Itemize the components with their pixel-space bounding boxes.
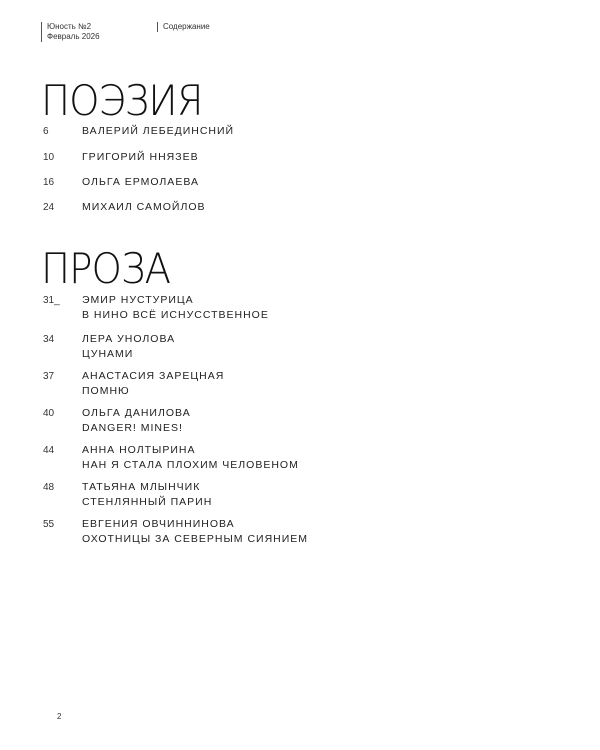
toc-work-title: ОХОТНИЦЫ ЗА СЕВЕРНЫМ СИЯНИЕМ xyxy=(82,533,309,545)
page-header xyxy=(0,0,600,50)
toc-work-title: НАН Я СТАЛА ПЛОХИМ ЧЕЛОВЕНОМ xyxy=(82,459,299,471)
magazine-name: Юность №2 xyxy=(47,22,92,31)
toc-page-number: 44 xyxy=(43,445,55,456)
prose-section-title: ПРОЗА xyxy=(41,244,171,293)
section-info xyxy=(157,22,210,32)
toc-author: ТАТЬЯНА МЛЫНЧИК xyxy=(82,481,201,493)
toc-author: АНАСТАСИЯ ЗАРЕЦНАЯ xyxy=(82,370,225,382)
toc-page-number: 40 xyxy=(43,408,55,419)
toc-page-number: 10 xyxy=(43,152,55,163)
toc-author: ЕВГЕНИЯ ОВЧИННИНОВА xyxy=(82,518,235,530)
toc-work-title: ПОМНЮ xyxy=(82,385,130,397)
issue-date: Февраль 2026 xyxy=(47,32,100,41)
toc-page-number: 34 xyxy=(43,334,55,345)
toc-page-number: 31_ xyxy=(43,295,60,306)
toc-work-title: СТЕНЛЯННЫЙ ПАРИН xyxy=(82,496,213,508)
toc-author: ОЛЬГА ДАНИЛОВА xyxy=(82,407,191,419)
toc-page-number: 16 xyxy=(43,177,55,188)
toc-work-title: ЦУНАМИ xyxy=(82,348,134,360)
toc-page-number: 37 xyxy=(43,371,55,382)
toc-work-title: DANGER! MINES! xyxy=(82,422,183,434)
toc-author: МИХАИЛ САМОЙЛОВ xyxy=(82,201,206,213)
toc-page-number: 48 xyxy=(43,482,55,493)
toc-author: ЛЕРА УНОЛОВА xyxy=(82,333,176,345)
toc-author: АННА НОЛТЫРИНА xyxy=(82,444,196,456)
toc-page-number: 24 xyxy=(43,202,55,213)
toc-page-number: 6 xyxy=(43,126,49,137)
toc-author: ЭМИР НУСТУРИЦА xyxy=(82,294,194,306)
toc-page-number: 55 xyxy=(43,519,55,530)
poetry-section-title: ПОЭЗИЯ xyxy=(41,76,203,125)
toc-author: ВАЛЕРИЙ ЛЕБЕДИНСНИЙ xyxy=(82,125,235,137)
toc-author: ГРИГОРИЙ ННЯЗЕВ xyxy=(82,151,199,163)
toc-author: ОЛЬГА ЕРМОЛАЕВА xyxy=(82,176,199,188)
magazine-info xyxy=(41,22,100,42)
page-number: 2 xyxy=(57,712,62,721)
section-name: Содержание xyxy=(163,22,210,31)
toc-work-title: В НИНО ВСЁ ИСНУССТВЕННОЕ xyxy=(82,309,269,321)
